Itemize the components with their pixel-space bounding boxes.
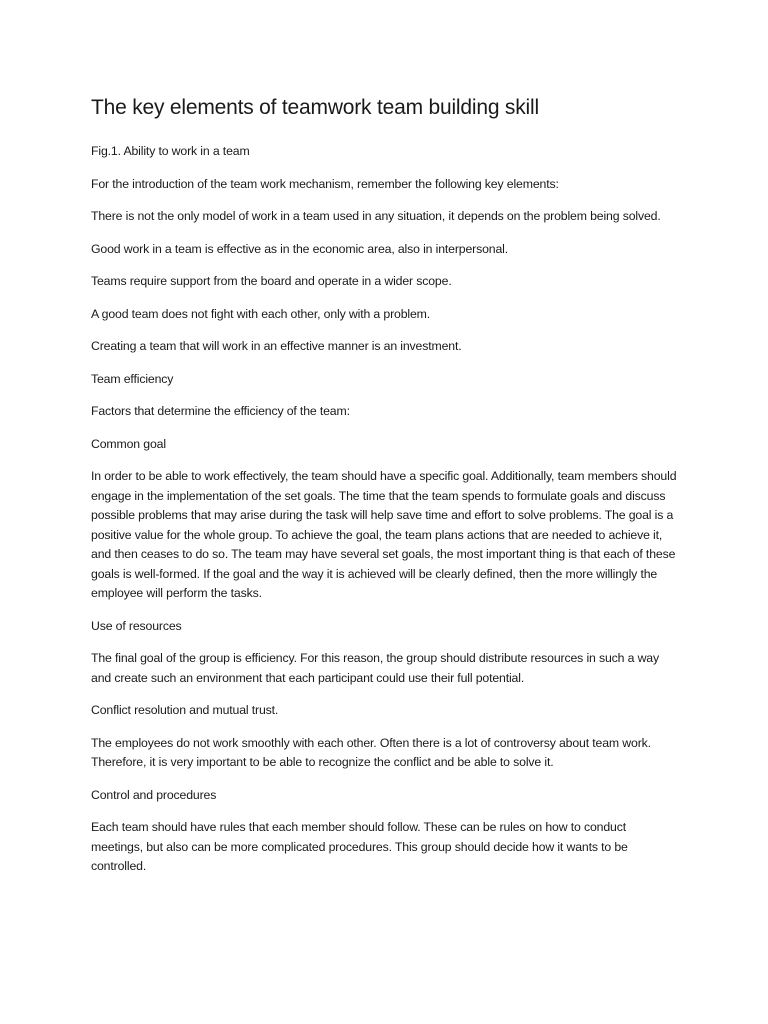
section-heading-common-goal: Common goal — [91, 436, 166, 451]
paragraph-key-element: Teams require support from the board and operate in a wider scope. — [91, 274, 452, 288]
paragraph-key-element: Creating a team that will work in an effective manner is an investment. — [91, 339, 462, 353]
paragraph-key-element: Good work in a team is effective as in the economic area, also in interpersonal. — [91, 241, 509, 256]
paragraph-control-procedures: Each team should have rules that each member should follow. These can be rules on how to conduct meetings, but also can be more complicated procedures. This group should decide how it wants to be controlled. — [91, 820, 628, 873]
figure-caption: Fig.1. Ability to work in a team — [91, 144, 250, 158]
document-page — [91, 94, 681, 890]
section-heading-use-of-resources: Use of resources — [91, 618, 182, 633]
paragraph-factors-intro: Factors that determine the efficiency of the team: — [91, 404, 350, 418]
paragraph-conflict-resolution: The employees do not work smoothly with each other. Often there is a lot of controversy about team work. Therefore, it is very important to be able to recognize the conflict and be able to solve it. — [91, 735, 651, 769]
paragraph-key-element: There is not the only model of work in a team used in any situation, it depends on the problem being solved. — [91, 209, 661, 223]
paragraph-intro: For the introduction of the team work mechanism, remember the following key elements: — [91, 176, 559, 191]
paragraph-use-of-resources: The final goal of the group is efficiency. For this reason, the group should distribute resources in such a way and create such an environment that each participant could use their full potential. — [91, 651, 659, 685]
paragraph-key-element: A good team does not fight with each other, only with a problem. — [91, 306, 431, 321]
paragraph-common-goal: In order to be able to work effectively, the team should have a specific goal. Additionally, team members should engage in the implementation of the set goals. The time that the team spends to formulate goals and discuss possible problems that may arise during the task will help save time and effort to solve problems. The goal is a positive value for the whole group. To achieve the goal, the team plans actions that are needed to achieve it, and then ceases to do so. The team may have several set goals, the most important thing is that each of these goals is well-formed. If the goal and the way it is achieved will be clearly defined, then the more willingly the employee will perform the tasks. — [91, 469, 677, 600]
section-heading-control-procedures: Control and procedures — [91, 787, 217, 802]
section-heading-conflict-resolution: Conflict resolution and mutual trust. — [91, 703, 279, 717]
section-heading-team-efficiency: Team efficiency — [91, 371, 174, 386]
document-title: The key elements of teamwork team building skill — [91, 96, 539, 119]
